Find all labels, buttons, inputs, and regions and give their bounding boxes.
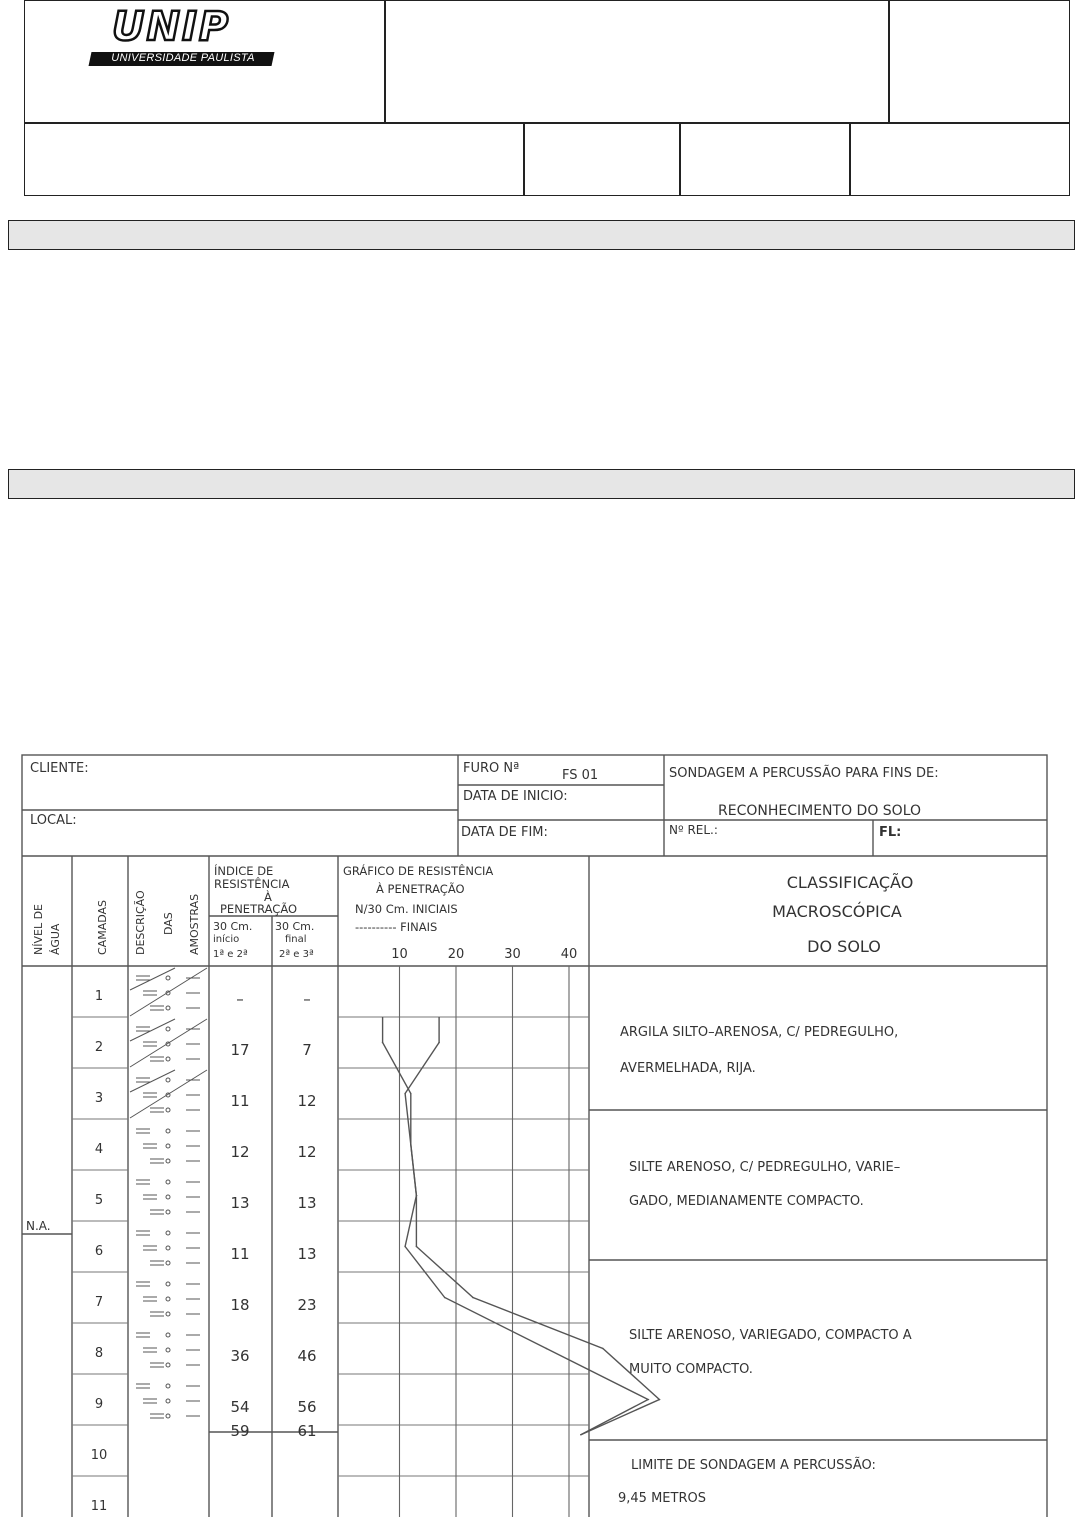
furo-value: FS 01 bbox=[562, 768, 599, 783]
hatch-dot bbox=[166, 1159, 170, 1163]
indice-header-2: RESISTÊNCIA bbox=[214, 877, 290, 891]
layer-number: 4 bbox=[94, 1142, 104, 1157]
hatch-dot bbox=[166, 1333, 170, 1337]
hatch-dot bbox=[166, 1195, 170, 1199]
series-point bbox=[444, 1297, 446, 1299]
series-point bbox=[647, 1399, 649, 1401]
hatch-dot bbox=[166, 1180, 170, 1184]
camadas-header: CAMADAS bbox=[96, 899, 109, 955]
grafico-header-1: GRÁFICO DE RESISTÊNCIA bbox=[343, 864, 494, 878]
indice-header-1: ÍNDICE DE bbox=[214, 864, 274, 878]
spt-inicio-value: 36 bbox=[230, 1347, 250, 1365]
hatch-diagonal bbox=[130, 968, 175, 990]
hatch-diagonal bbox=[130, 968, 207, 1016]
series-point bbox=[404, 1093, 406, 1095]
tick-label: 10 bbox=[391, 947, 408, 962]
layer-number: 11 bbox=[90, 1499, 108, 1514]
descricao-header-line1: DESCRIÇÃO bbox=[134, 890, 147, 955]
reconhecimento-label: RECONHECIMENTO DO SOLO bbox=[718, 803, 922, 819]
hatch-dot bbox=[166, 1006, 170, 1010]
logo-subtitle: UNIVERSIDADE PAULISTA bbox=[111, 52, 255, 64]
layer-number: 10 bbox=[90, 1448, 108, 1463]
descricao-header-line3: AMOSTRAS bbox=[188, 893, 201, 955]
data-inicio-label: DATA DE INICIO: bbox=[463, 789, 568, 804]
layer-number: 5 bbox=[94, 1193, 104, 1208]
sample-description-hatch bbox=[130, 968, 207, 1418]
hatch-diagonal bbox=[130, 1070, 207, 1118]
class-2-line2: GADO, MEDIANAMENTE COMPACTO. bbox=[629, 1194, 864, 1209]
hatch-dot bbox=[166, 1297, 170, 1301]
tick-label: 30 bbox=[504, 947, 521, 962]
hatch-dot bbox=[166, 1246, 170, 1250]
n-rel-label: Nº REL.: bbox=[669, 823, 718, 837]
sub-inicio-3: 1ª e 2ª bbox=[213, 949, 248, 960]
series-point bbox=[416, 1246, 418, 1248]
layer-number: 6 bbox=[94, 1244, 104, 1259]
report-frame bbox=[22, 755, 1047, 1517]
hatch-diagonal bbox=[130, 1070, 175, 1092]
sondagem-title: SONDAGEM A PERCUSSÃO PARA FINS DE: bbox=[669, 766, 939, 781]
na-label: N.A. bbox=[26, 1219, 51, 1233]
layer-number: 1 bbox=[94, 989, 104, 1004]
spt-inicio-value: 11 bbox=[230, 1245, 250, 1263]
series-point bbox=[546, 1348, 548, 1350]
series-point bbox=[472, 1297, 474, 1299]
class-2-line1: SILTE ARENOSO, C/ PEDREGULHO, VARIE– bbox=[629, 1160, 901, 1175]
spt-inicio-value: – bbox=[236, 990, 244, 1008]
class-1-line1: ARGILA SILTO–ARENOSA, C/ PEDREGULHO, bbox=[620, 1025, 899, 1040]
tick-label: 20 bbox=[447, 947, 465, 962]
spt-final-value: 56 bbox=[297, 1398, 317, 1416]
descricao-header-line2: DAS bbox=[162, 912, 175, 935]
series-point bbox=[659, 1399, 661, 1401]
sub-final-2: final bbox=[285, 934, 307, 945]
local-label: LOCAL: bbox=[30, 813, 77, 828]
spt-final-value: 13 bbox=[297, 1194, 317, 1212]
classificacao-header-1: CLASSIFICAÇÃO bbox=[786, 873, 914, 892]
spt-final-value: 46 bbox=[297, 1347, 317, 1365]
series-point bbox=[602, 1348, 604, 1350]
layer-separators bbox=[72, 1017, 589, 1517]
hatch-dot bbox=[166, 1129, 170, 1133]
logo-wordmark: UNIP bbox=[112, 4, 231, 50]
spt-inicio-value: 11 bbox=[230, 1092, 250, 1110]
series-point bbox=[382, 1042, 384, 1044]
hatch-dot bbox=[166, 1261, 170, 1265]
hatch-dot bbox=[166, 1210, 170, 1214]
hatch-dot bbox=[166, 1414, 170, 1418]
hatch-dot bbox=[166, 1231, 170, 1235]
hatch-dot bbox=[166, 1057, 170, 1061]
hatch-dot bbox=[166, 1078, 170, 1082]
hatch-dot bbox=[166, 1363, 170, 1367]
hatch-dot bbox=[166, 1348, 170, 1352]
spt-inicio-value: 13 bbox=[230, 1194, 250, 1212]
classificacao-header-3: DO SOLO bbox=[807, 937, 881, 956]
grafico-header-3: N/30 Cm. INICIAIS bbox=[355, 902, 458, 916]
chart-tick-labels bbox=[391, 947, 577, 962]
spt-final-value: 12 bbox=[297, 1143, 317, 1161]
furo-label: FURO Nª bbox=[463, 761, 520, 776]
class-3-line2: MUITO COMPACTO. bbox=[629, 1362, 753, 1377]
series-point bbox=[404, 1246, 406, 1248]
hatch-dot bbox=[166, 1144, 170, 1148]
sub-final-3: 2ª e 3ª bbox=[279, 949, 314, 960]
series-line bbox=[405, 1017, 648, 1435]
grafico-header-2: À PENETRAÇÃO bbox=[376, 882, 465, 896]
spt-final-value: 12 bbox=[297, 1092, 317, 1110]
series-line bbox=[383, 1017, 660, 1435]
spt-inicio-value: 18 bbox=[230, 1296, 250, 1314]
spt-final-value: 61 bbox=[297, 1422, 317, 1440]
hatch-diagonal bbox=[130, 1019, 175, 1041]
spt-inicio-value: 54 bbox=[230, 1398, 250, 1416]
grafico-header-4: ---------- FINAIS bbox=[355, 920, 438, 934]
hatch-dot bbox=[166, 976, 170, 980]
layer-number: 2 bbox=[94, 1040, 104, 1055]
hatch-dot bbox=[166, 1384, 170, 1388]
hatch-dot bbox=[166, 1399, 170, 1403]
series-point bbox=[438, 1042, 440, 1044]
layer-number: 3 bbox=[94, 1091, 104, 1106]
spt-values bbox=[230, 990, 316, 1440]
hatch-dot bbox=[166, 1027, 170, 1031]
spt-inicio-value: 59 bbox=[230, 1422, 250, 1440]
spt-final-value: 13 bbox=[297, 1245, 317, 1263]
hatch-diagonal bbox=[130, 1019, 207, 1067]
hatch-dot bbox=[166, 1282, 170, 1286]
indice-header-4: PENETRAÇÃO bbox=[220, 902, 298, 916]
cliente-label: CLIENTE: bbox=[30, 761, 89, 776]
class-4-line1: LIMITE DE SONDAGEM A PERCUSSÃO: bbox=[631, 1458, 876, 1473]
class-3-line1: SILTE ARENOSO, VARIEGADO, COMPACTO A bbox=[629, 1328, 912, 1343]
series-point bbox=[410, 1093, 412, 1095]
spt-inicio-value: 12 bbox=[230, 1143, 250, 1161]
series-point bbox=[410, 1144, 412, 1146]
spt-inicio-value: 17 bbox=[230, 1041, 250, 1059]
indice-header-3: À bbox=[264, 890, 272, 904]
layer-number: 9 bbox=[94, 1397, 104, 1412]
spt-final-value: 7 bbox=[302, 1041, 312, 1059]
layer-number: 8 bbox=[94, 1346, 104, 1361]
data-fim-label: DATA DE FIM: bbox=[461, 825, 548, 840]
nivel-agua-header-line2: ÁGUA bbox=[49, 923, 62, 955]
layer-number: 7 bbox=[94, 1295, 104, 1310]
hatch-dot bbox=[166, 1312, 170, 1316]
class-1-line2: AVERMELHADA, RIJA. bbox=[620, 1061, 756, 1076]
fl-label: FL: bbox=[879, 825, 902, 840]
sub-final-1: 30 Cm. bbox=[275, 920, 315, 933]
classificacao-header-2: MACROSCÓPICA bbox=[772, 902, 902, 921]
chart-grid bbox=[400, 966, 570, 1517]
spt-final-value: – bbox=[303, 990, 311, 1008]
sub-inicio-2: início bbox=[213, 934, 240, 945]
nivel-agua-header-line1: NÍVEL DE bbox=[32, 904, 45, 955]
tick-label: 40 bbox=[560, 947, 578, 962]
spt-final-value: 23 bbox=[297, 1296, 317, 1314]
chart-series bbox=[382, 1017, 660, 1435]
sub-inicio-1: 30 Cm. bbox=[213, 920, 253, 933]
class-4-line2: 9,45 METROS bbox=[618, 1491, 706, 1506]
series-point bbox=[416, 1195, 418, 1197]
hatch-dot bbox=[166, 1108, 170, 1112]
